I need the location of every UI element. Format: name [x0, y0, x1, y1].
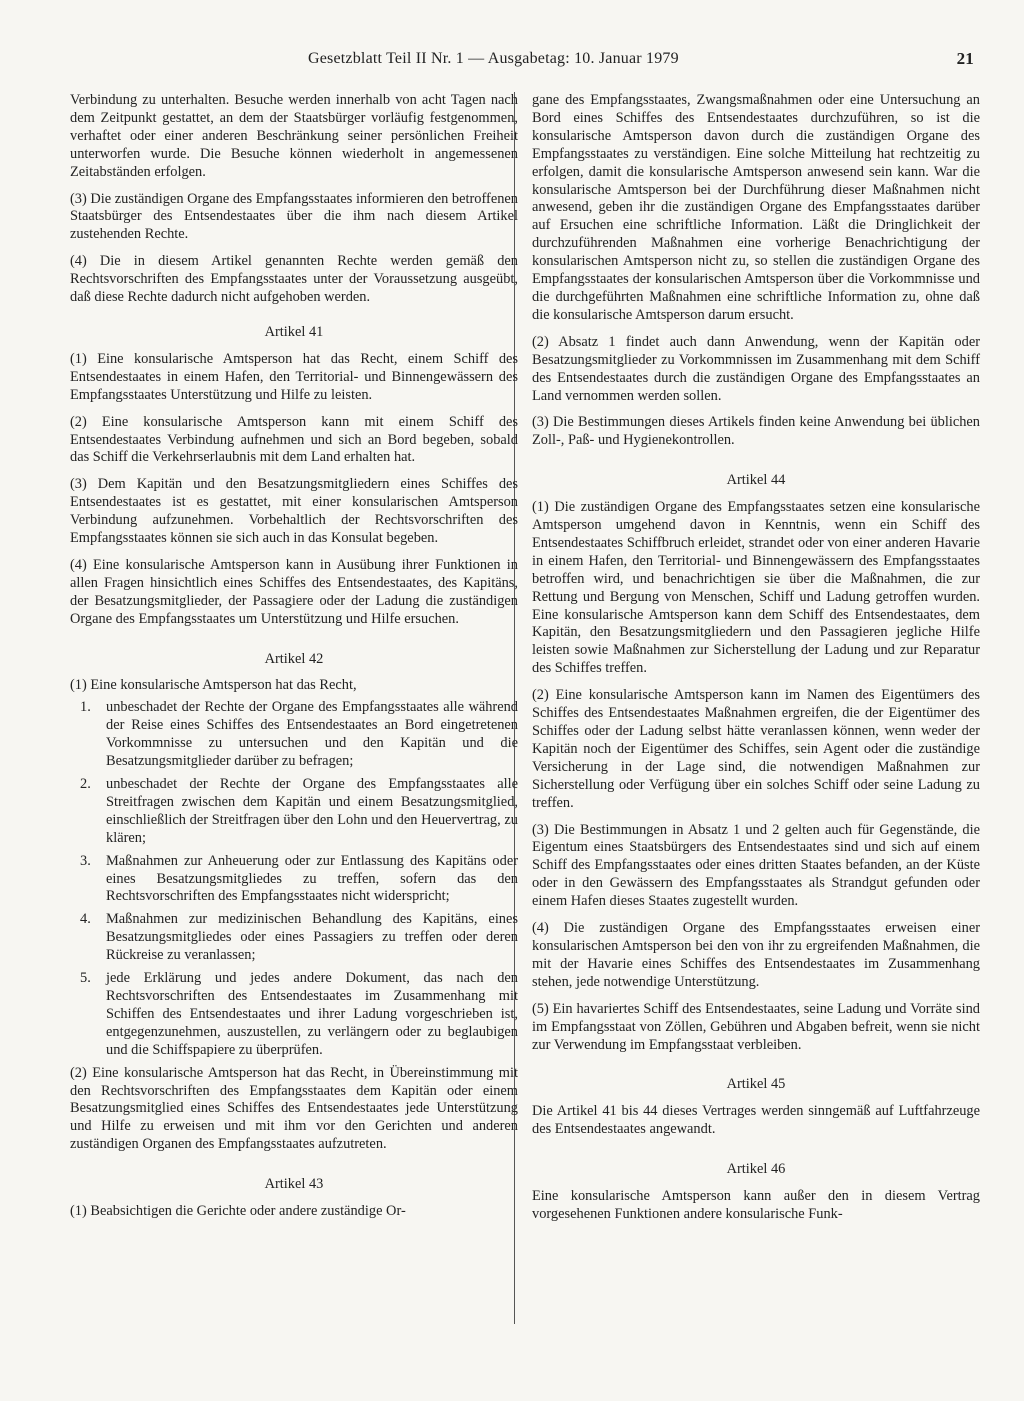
numbered-list [70, 699, 518, 1059]
paragraph: (2) Absatz 1 findet auch dann Anwendung, wenn der Kapitän oder Besatzungsmitglieder zu Vorkommnissen im Zusammenhang mit dem Schiff des Entsendestaates durch die zuständigen Organe des Empfangsstaates an Land vernommen werden sollen. [532, 333, 980, 404]
paragraph: (3) Die Bestimmungen dieses Artikels finden keine Anwendung bei üblichen Zoll-, Paß- und Hygienekontrollen. [532, 414, 980, 449]
paragraph: (4) Die zuständigen Organe des Empfangsstaates erweisen einer konsularischen Amtsperson bei den von ihr zu ergreifenden Maßnahmen, die mit der Havarie eines Schiffes des Entsendestaates im Zusammenhang stehen, jede notwendige Unterstützung. [532, 920, 980, 990]
paragraph: (4) Die in diesem Artikel genannten Rechte werden gemäß den Rechtsvorschriften des Empfangsstaates unter der Voraussetzung ausgeübt, daß diese Rechte dadurch nicht aufgehoben werden. [70, 253, 518, 306]
article-heading: Artikel 45 [726, 1076, 786, 1093]
page-number: 21 [956, 49, 974, 68]
paragraph: Eine konsularische Amtsperson kann außer den in diesem Vertrag vorgesehenen Funktionen andere konsularische Funk- [532, 1188, 980, 1222]
list-number: 1. [80, 699, 91, 716]
left-column [70, 92, 518, 1230]
list-text: Maßnahmen zur medizinischen Behandlung des Kapitäns, eines Besatzungsmitgliedes oder eines Passagiers zu treffen oder deren Rückreise zu veranlassen; [106, 911, 518, 964]
paragraph: (4) Eine konsularische Amtsperson kann in Ausübung ihrer Funktionen in allen Fragen hinsichtlich eines Schiffes des Entsendestaates, des Kapitäns, der Besatzungsmitglieder, der Passagiere oder der Ladung die zuständigen Organe des Empfangsstaates um Unterstützung und Hilfe ersuchen. [70, 556, 518, 627]
article-heading: Artikel 41 [264, 323, 324, 340]
paragraph: (1) Eine konsularische Amtsperson hat das Recht, [70, 677, 357, 694]
list-number: 5. [80, 970, 91, 987]
article-heading: Artikel 42 [264, 650, 324, 667]
paragraph: (3) Die zuständigen Organe des Empfangsstaates informieren den betroffenen Staatsbürger des Entsendestaates über die ihm nach diesem Artikel zustehenden Rechte. [70, 190, 518, 243]
paragraph: (5) Ein havariertes Schiff des Entsendestaates, seine Ladung und Vorräte sind im Empfangsstaat von Zöllen, Gebühren und Abgaben befreit, wenn sie nicht zur Verwendung im Empfangsstaat verbleiben. [532, 1000, 980, 1053]
list-item [70, 699, 518, 771]
page-header [308, 50, 988, 72]
list-item [70, 853, 518, 907]
article-heading: Artikel 43 [264, 1176, 324, 1193]
list-text: unbeschadet der Rechte der Organe des Empfangsstaates alle während der Reise eines Schiffes des Entsendestaates an Bord eingetretenen Vorkommnisse zu untersuchen und den Kapitän und die Besatzungsmitglieder darüber zu befragen; [106, 699, 518, 770]
paragraph: (2) Eine konsularische Amtsperson kann mit einem Schiff des Entsendestaates Verbindung aufnehmen und sich an Bord begeben, sobald das Schiff die Verkehrserlaubnis mit dem Land erhalten hat. [70, 413, 518, 466]
paragraph: Verbindung zu unterhalten. Besuche werden innerhalb von acht Tagen nach dem Zeitpunkt gestattet, an dem der Staatsbürger vorläufig festgenommen, verhaftet oder einer anderen Beschränkung seiner persönlichen Freiheit unterworfen wurde. Die Besuche können wiederholt in angemessenen Zeitabständen erfolgen. [70, 92, 518, 180]
paragraph: (2) Eine konsularische Amtsperson kann im Namen des Eigentümers des Schiffes des Entsendestaates Maßnahmen ergreifen, die der Eigentümer des Schiffes oder der Ladung selbst hätte veranlassen können, wenn weder der Kapitän noch der Eigentümer des Schiffes, sein Agent oder die zuständige Versicherung in der Lage sind, die notwendigen Maßnahmen zur Sicherstellung oder Verfügung über ein solches Schiff oder seine Ladung zu treffen. [532, 687, 980, 811]
paragraph: (2) Eine konsularische Amtsperson hat das Recht, in Übereinstimmung mit den Rechtsvorschriften des Empfangsstaates dem Kapitän oder einem Besatzungsmitglied eines Schiffes des Entsendestaates jede Unterstützung und Hilfe zu erweisen und mit ihm vor den Gerichten und anderen zuständigen Organen des Empfangsstaates aufzutreten. [70, 1064, 518, 1153]
right-column [532, 92, 980, 1233]
paragraph: gane des Empfangsstaates, Zwangsmaßnahmen oder eine Untersuchung an Bord eines Schiffes des Entsendestaates durchzuführen, so ist die konsularische Amtsperson davon durch die zuständigen Organe des Empfangsstaates zu verständigen. Eine solche Mitteilung hat rechtzeitig zu erfolgen, damit die konsularische Amtsperson anwesend sein kann. War die konsularische Amtsperson bei der Durchführung dieser Maßnahmen nicht anwesend, geben ihr die zuständigen Organe des Empfangsstaates darüber auf Ersuchen eine schriftliche Information. Läßt die Dringlichkeit der durchzuführenden Maßnahmen eine vorherige Benachrichtigung der konsularischen Amtsperson nicht zu, so stellen die zuständigen Organe des Empfangsstaates der konsularischen Amtsperson über die Vorkommnisse und die durchgeführten Maßnahmen eine schriftliche Information zu, ohne daß die konsularische Amtsperson darum ersucht. [532, 92, 980, 323]
list-item [70, 911, 518, 965]
running-title: Gesetzblatt Teil II Nr. 1 — Ausgabetag: 10. Januar 1979 [308, 50, 679, 67]
paragraph: (3) Dem Kapitän und den Besatzungsmitgliedern eines Schiffes des Entsendestaates ist es gestattet, mit einer konsularischen Amtsperson Verbindung aufzunehmen. Vorbehaltlich der Rechtsvorschriften des Empfangsstaates können sie sich auch in das Konsulat begeben. [70, 476, 518, 547]
list-number: 2. [80, 776, 91, 792]
list-number: 3. [80, 852, 91, 869]
list-item [70, 970, 518, 1060]
paragraph: (1) Die zuständigen Organe des Empfangsstaates setzen eine konsularische Amtsperson umgehend davon in Kenntnis, wenn ein Schiff des Entsendestaates Schiffbruch erleidet, strandet oder von einer anderen Havarie in einem Hafen, den Territorial- und Binnengewässern des Empfangsstaates betroffen wird, und benachrichtigen sie über die Maßnahmen, die zur Rettung und Bergung von Menschen, Schiff und Ladung getroffen wurden. Eine konsularische Amtsperson kann dem Schiff des Entsendestaates, dem Kapitän, den Besatzungsmitgliedern und den Passagieren jegliche Hilfe leisten sowie Maßnahmen zur Sicherstellung der Ladung und zur Reparatur des Schiffes treffen. [532, 499, 980, 677]
article-heading: Artikel 46 [726, 1161, 786, 1178]
paragraph: (1) Beabsichtigen die Gerichte oder andere zuständige Or- [70, 1203, 406, 1220]
paragraph: Die Artikel 41 bis 44 dieses Vertrages werden sinngemäß auf Luftfahrzeuge des Entsendestaates angewandt. [532, 1103, 980, 1138]
paragraph: (3) Die Bestimmungen in Absatz 1 und 2 gelten auch für Gegenstände, die Eigentum eines Staatsbürgers des Entsendestaates sind und sich auf einem Schiff des Empfangsstaates oder eines dritten Staates befanden, an der Küste oder in den Gewässern des Empfangsstaates als Strandgut gefunden oder einem Hafen dieses Staates zugestellt wurden. [532, 821, 980, 910]
list-text: unbeschadet der Rechte der Organe des Empfangsstaates alle Streitfragen zwischen dem Kapitän und einem Besatzungsmitglied, einschließlich der Streitfragen über den Lohn und den Heuervertrag, zu klären; [106, 776, 518, 846]
paragraph: (1) Eine konsularische Amtsperson hat das Recht, einem Schiff des Entsendestaates in einem Hafen, den Territorial- und Binnengewässern des Empfangsstaates Unterstützung und Hilfe zu leisten. [70, 350, 518, 403]
list-number: 4. [80, 911, 91, 928]
list-item [70, 776, 518, 848]
list-text: Maßnahmen zur Anheuerung oder zur Entlassung des Kapitäns oder eines Besatzungsmitgliedes zu treffen, sofern das den Rechtsvorschriften des Empfangsstaates nicht widerspricht; [106, 852, 518, 905]
article-heading: Artikel 44 [726, 472, 786, 489]
list-text: jede Erklärung und jedes andere Dokument, das nach den Rechtsvorschriften des Entsendestaates im Zusammenhang mit Schiffen des Entsendestaates und ihrer Ladung vorgeschrieben ist, entgegenzunehmen, auszustellen, zu verlängern oder zu beglaubigen und die Schiffspapiere zu überprüfen. [106, 970, 518, 1058]
